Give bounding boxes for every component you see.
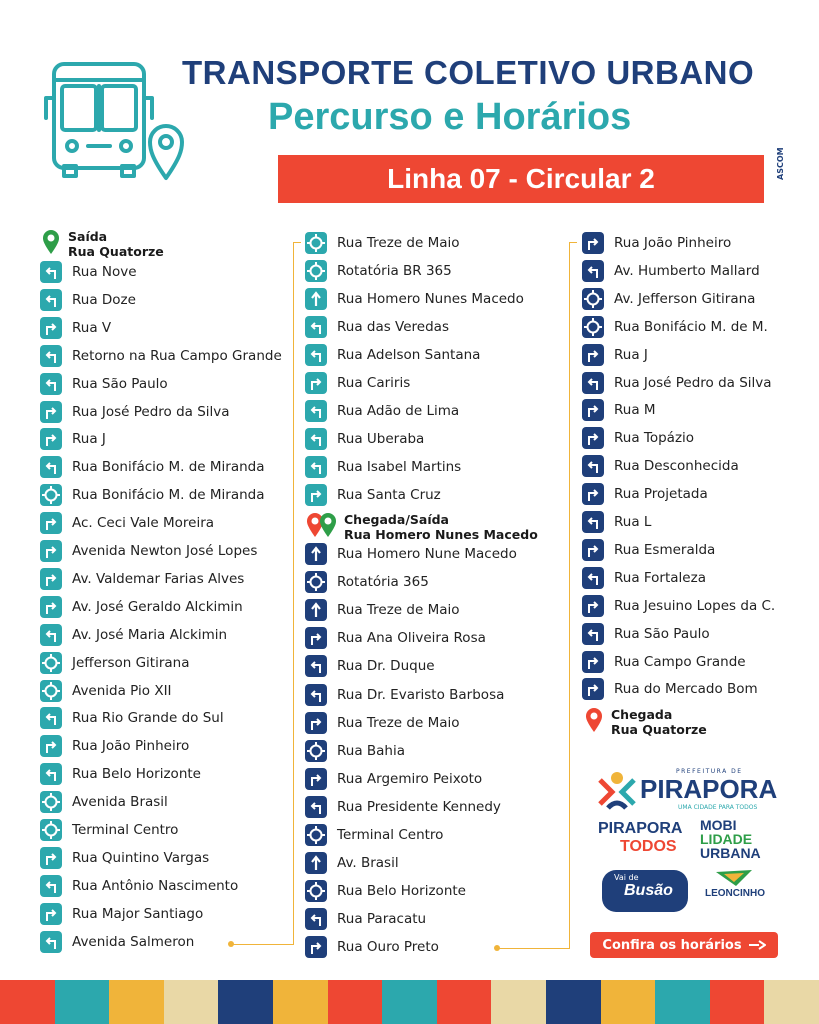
route-stop <box>305 654 435 678</box>
turn-left-icon <box>40 624 62 646</box>
pirapora-emblem-icon <box>596 770 638 812</box>
route-stop-label: Terminal Centro <box>72 822 179 838</box>
ascom-logo: ASCOM <box>776 147 785 180</box>
route-stop-label: Rua Projetada <box>614 486 708 503</box>
route-stop <box>305 542 517 566</box>
turn-left-icon <box>40 931 62 953</box>
route-stop <box>305 315 449 339</box>
route-stop-label: Rua Cariris <box>337 375 411 391</box>
turn-roundabout-icon <box>305 232 327 254</box>
end-label: Chegada <box>611 707 673 722</box>
route-stop-label: Rua Belo Horizonte <box>337 883 466 900</box>
turn-right-icon <box>305 768 327 790</box>
route-stop-label: Rua Adelson Santana <box>337 347 481 363</box>
route-stop-label: Rua Topázio <box>614 430 695 447</box>
route-stop-label: Rua J <box>72 431 106 448</box>
route-stop-label: Rua São Paulo <box>614 625 710 642</box>
route-stop <box>40 316 111 340</box>
route-stop <box>305 399 459 423</box>
route-stop <box>40 930 194 954</box>
line-banner: Linha 07 - Circular 2 <box>278 155 764 203</box>
turn-right-icon <box>305 484 327 506</box>
route-stop-label: Avenida Pio XII <box>72 682 172 699</box>
route-stop-label: Rua do Mercado Bom <box>614 681 758 698</box>
route-stop-label: Rua Treze de Maio <box>337 235 460 251</box>
route-stop-label: Rua Nove <box>72 264 137 280</box>
route-stop-label: Av. Brasil <box>337 855 399 872</box>
route-stop <box>40 734 189 758</box>
vai-de-text: Vai de <box>614 873 639 882</box>
connector-2 <box>497 242 570 949</box>
route-stop <box>40 567 244 591</box>
connector-1 <box>231 242 294 945</box>
route-stop-label: Av. José Geraldo Alckimin <box>72 598 243 615</box>
turn-right-icon <box>40 903 62 925</box>
turn-left-icon <box>305 456 327 478</box>
route-stop <box>305 739 405 763</box>
route-stop-label: Rua Paracatu <box>337 911 427 928</box>
turn-left-icon <box>305 684 327 706</box>
route-stop <box>582 622 710 646</box>
route-stop <box>40 539 257 563</box>
turn-right-icon <box>40 568 62 590</box>
route-stop-label: Rua João Pinheiro <box>614 235 732 251</box>
pirapora-name: PIRAPORA <box>640 774 778 804</box>
turn-left-icon <box>305 428 327 450</box>
turn-left-icon <box>582 511 604 533</box>
route-stop <box>582 677 758 701</box>
route-stop-label: Rua João Pinheiro <box>72 738 190 755</box>
turn-up-icon <box>305 852 327 874</box>
route-stop <box>40 790 168 814</box>
turn-right-icon <box>40 401 62 423</box>
turn-right-icon <box>40 596 62 618</box>
route-stop <box>582 231 731 255</box>
turn-right-icon <box>582 651 604 673</box>
route-stop-label: Rua Bonifácio M. de M. <box>614 318 768 335</box>
route-stop <box>582 398 656 422</box>
end-street: Rua Quatorze <box>611 722 707 737</box>
mobilidade-line-3: URBANA <box>700 845 761 861</box>
route-stop-label: Retorno na Rua Campo Grande <box>72 347 282 364</box>
route-stop-label: Rua Bonifácio M. de Miranda <box>72 459 265 476</box>
turn-right-icon <box>582 344 604 366</box>
route-stop-label: Avenida Salmeron <box>72 933 195 950</box>
turn-left-icon <box>582 260 604 282</box>
route-stop <box>305 851 399 875</box>
route-stop-label: Av. Humberto Mallard <box>614 262 760 279</box>
route-stop <box>582 510 651 534</box>
leoncinho-logo <box>700 868 770 912</box>
route-stop <box>305 711 460 735</box>
middle-label: Chegada/Saída <box>344 512 449 527</box>
end-marker <box>585 707 707 737</box>
turn-right-icon <box>582 427 604 449</box>
schedule-button-label: Confira os horários <box>602 937 742 953</box>
route-stop-label: Av. Valdemar Farias Alves <box>72 570 245 587</box>
turn-left-icon <box>305 655 327 677</box>
turn-right-icon <box>40 540 62 562</box>
turn-left-icon <box>40 707 62 729</box>
route-stop <box>305 935 439 959</box>
route-stop-label: Rua Presidente Kennedy <box>337 798 501 815</box>
turn-left-icon <box>582 623 604 645</box>
route-stop <box>582 454 739 478</box>
turn-left-icon <box>582 567 604 589</box>
route-stop <box>40 651 190 675</box>
route-stop-label: Avenida Brasil <box>72 794 168 811</box>
route-stop-label: Rotatória BR 365 <box>337 263 452 279</box>
busao-text: Busão <box>624 882 673 899</box>
route-stop-label: Rua Campo Grande <box>614 653 746 670</box>
turn-roundabout-icon <box>40 680 62 702</box>
route-stop-label: Rua das Veredas <box>337 319 449 335</box>
route-stop <box>305 427 424 451</box>
route-stop <box>305 879 466 903</box>
leoncinho-wing-icon <box>714 868 754 888</box>
route-stop <box>305 795 501 819</box>
turn-right-icon <box>582 232 604 254</box>
turn-left-icon <box>40 373 62 395</box>
route-stop <box>305 483 441 507</box>
turn-up-icon <box>305 599 327 621</box>
route-stop <box>305 570 429 594</box>
turn-left-icon <box>582 372 604 394</box>
pirapora-logo <box>596 768 776 814</box>
route-column-3 <box>582 231 812 711</box>
turn-left-icon <box>40 289 62 311</box>
route-stop <box>40 874 238 898</box>
header-title: TRANSPORTE COLETIVO URBANO <box>182 54 755 91</box>
route-stop-label: Rua Homero Nunes Macedo <box>337 291 524 307</box>
start-street: Rua Quatorze <box>68 244 164 259</box>
route-stop-label: Rua V <box>72 319 112 336</box>
route-stop-label: Av. Jefferson Gitirana <box>614 290 756 307</box>
turn-roundabout-icon <box>40 819 62 841</box>
route-stop-label: Rua Antônio Nascimento <box>72 877 239 894</box>
todos-word: TODOS <box>620 838 677 855</box>
route-stop-label: Rotatória 365 <box>337 574 429 591</box>
route-stop <box>305 287 524 311</box>
route-stop-label: Av. José Maria Alckimin <box>72 626 228 643</box>
route-stop <box>40 623 227 647</box>
turn-left-icon <box>305 316 327 338</box>
route-stop-label: Rua Argemiro Peixoto <box>337 770 483 787</box>
turn-left-icon <box>582 455 604 477</box>
bus-icon <box>40 58 190 183</box>
route-stop <box>40 762 201 786</box>
red-pin-icon <box>585 707 603 733</box>
route-stop-label: Rua Quintino Vargas <box>72 849 210 866</box>
turn-up-icon <box>305 543 327 565</box>
turn-roundabout-icon <box>305 740 327 762</box>
start-label: Saída <box>68 229 108 244</box>
turn-left-icon <box>305 796 327 818</box>
route-stop <box>40 818 178 842</box>
route-stop-label: Rua Treze de Maio <box>337 602 460 619</box>
route-stop-label: Rua José Pedro da Silva <box>614 374 772 391</box>
route-stop <box>40 679 172 703</box>
route-stop-label: Rua Belo Horizonte <box>72 766 201 783</box>
route-stop <box>305 626 486 650</box>
route-stop <box>305 343 480 367</box>
route-stop <box>40 902 203 926</box>
turn-left-icon <box>40 456 62 478</box>
route-stop-label: Rua Dr. Duque <box>337 658 435 675</box>
turn-left-icon <box>40 345 62 367</box>
pirapora-todos-logo <box>598 820 683 864</box>
route-stop-label: Rua Bahia <box>337 742 406 759</box>
route-stop-label: Rua Bonifácio M. de Miranda <box>72 487 265 504</box>
pirapora-prefeitura: PREFEITURA DE <box>676 768 743 775</box>
route-stop <box>305 907 426 931</box>
turn-right-icon <box>582 483 604 505</box>
route-stop <box>582 594 775 618</box>
route-stop-label: Rua Major Santiago <box>72 905 204 922</box>
route-stop-label: Rua Ouro Preto <box>337 939 439 956</box>
busao-logo <box>602 870 688 912</box>
turn-roundabout-icon <box>582 288 604 310</box>
turn-roundabout-icon <box>305 824 327 846</box>
turn-roundabout-icon <box>40 484 62 506</box>
route-stop <box>305 231 460 255</box>
pointing-hand-icon <box>748 939 766 951</box>
route-stop-label: Rua M <box>614 402 656 419</box>
turn-right-icon <box>40 428 62 450</box>
route-stop <box>305 823 443 847</box>
route-stop-label: Rua Dr. Evaristo Barbosa <box>337 686 505 703</box>
route-stop <box>40 260 137 284</box>
route-stop-label: Rua L <box>614 514 652 530</box>
header-subtitle: Percurso e Horários <box>268 96 632 138</box>
mobilidade-logo <box>700 818 770 866</box>
route-stop-label: Rua Uberaba <box>337 431 425 447</box>
route-stop-label: Terminal Centro <box>337 827 444 843</box>
turn-left-icon <box>40 763 62 785</box>
turn-right-icon <box>40 735 62 757</box>
turn-left-icon <box>305 400 327 422</box>
turn-right-icon <box>40 317 62 339</box>
route-stop-label: Rua J <box>614 346 648 363</box>
turn-roundabout-icon <box>40 791 62 813</box>
route-stop <box>582 426 694 450</box>
turn-roundabout-icon <box>582 316 604 338</box>
turn-left-icon <box>305 908 327 930</box>
connector-2-top <box>569 242 577 243</box>
route-stop-label: Rua Fortaleza <box>614 569 706 586</box>
start-marker <box>42 229 164 259</box>
route-stop-label: Rua Adão de Lima <box>337 403 460 419</box>
turn-right-icon <box>305 372 327 394</box>
connector-1-top <box>293 242 301 243</box>
decorative-footer <box>0 980 819 1024</box>
route-stop <box>40 846 209 870</box>
route-stop <box>40 427 106 451</box>
route-stop <box>582 371 772 395</box>
route-stop <box>40 595 243 619</box>
route-stop <box>305 598 460 622</box>
turn-roundabout-icon <box>305 880 327 902</box>
pirapora-slogan: UMA CIDADE PARA TODOS <box>678 804 758 811</box>
route-stop <box>582 650 746 674</box>
route-stop <box>40 372 168 396</box>
turn-left-icon <box>40 261 62 283</box>
turn-right-icon <box>582 539 604 561</box>
green-pin-icon <box>42 229 60 255</box>
route-stop <box>40 288 136 312</box>
turn-right-icon <box>40 512 62 534</box>
route-stop <box>40 400 230 424</box>
turn-up-icon <box>305 288 327 310</box>
turn-right-icon <box>305 936 327 958</box>
mobilidade-line-1: MOBI <box>700 817 737 833</box>
route-stop <box>582 287 755 311</box>
route-stop-label: Jefferson Gitirana <box>72 654 190 671</box>
route-stop <box>305 767 482 791</box>
turn-left-icon <box>40 875 62 897</box>
turn-roundabout-icon <box>305 571 327 593</box>
route-stop <box>582 538 715 562</box>
route-stop-label: Rua Doze <box>72 291 136 308</box>
route-stop <box>40 706 224 730</box>
route-stop <box>582 315 768 339</box>
route-stop-label: Rua Rio Grande do Sul <box>72 710 224 727</box>
turn-right-icon <box>582 595 604 617</box>
leoncinho-text: LEONCINHO <box>705 888 765 899</box>
turn-right-icon <box>582 399 604 421</box>
route-stop <box>305 259 452 283</box>
pirapora-todos-title: PIRAPORA <box>598 820 683 837</box>
route-stop <box>582 482 708 506</box>
schedule-button[interactable] <box>590 932 778 958</box>
middle-street: Rua Homero Nunes Macedo <box>344 527 538 542</box>
route-stop-label: Rua Ana Oliveira Rosa <box>337 630 486 647</box>
route-stop <box>305 371 410 395</box>
route-stop-label: Rua Treze de Maio <box>337 714 460 731</box>
route-stop-label: Rua Desconhecida <box>614 458 739 475</box>
route-stop-label: Rua Esmeralda <box>614 541 716 558</box>
route-stop <box>582 566 706 590</box>
mobilidade-line-2: LIDADE <box>700 831 753 847</box>
turn-right-icon <box>305 627 327 649</box>
route-stop <box>582 343 648 367</box>
route-stop-label: Rua Homero Nune Macedo <box>337 546 517 562</box>
route-stop-label: Rua José Pedro da Silva <box>72 403 230 420</box>
route-stop-label: Rua Santa Cruz <box>337 487 441 503</box>
route-stop-label: Rua Isabel Martins <box>337 459 462 475</box>
turn-left-icon <box>305 344 327 366</box>
route-stop <box>582 259 760 283</box>
route-stop-label: Rua Jesuino Lopes da C. <box>614 597 776 614</box>
turn-right-icon <box>582 678 604 700</box>
route-stop-label: Avenida Newton José Lopes <box>72 543 258 559</box>
route-stop <box>305 455 461 479</box>
route-stop-label: Ac. Ceci Vale Moreira <box>72 515 215 532</box>
turn-roundabout-icon <box>40 652 62 674</box>
route-stop <box>305 683 504 707</box>
turn-right-icon <box>305 712 327 734</box>
turn-right-icon <box>40 847 62 869</box>
turn-roundabout-icon <box>305 260 327 282</box>
double-pin-icon <box>306 512 338 538</box>
route-stop-label: Rua São Paulo <box>72 375 168 392</box>
route-stop <box>40 511 214 535</box>
